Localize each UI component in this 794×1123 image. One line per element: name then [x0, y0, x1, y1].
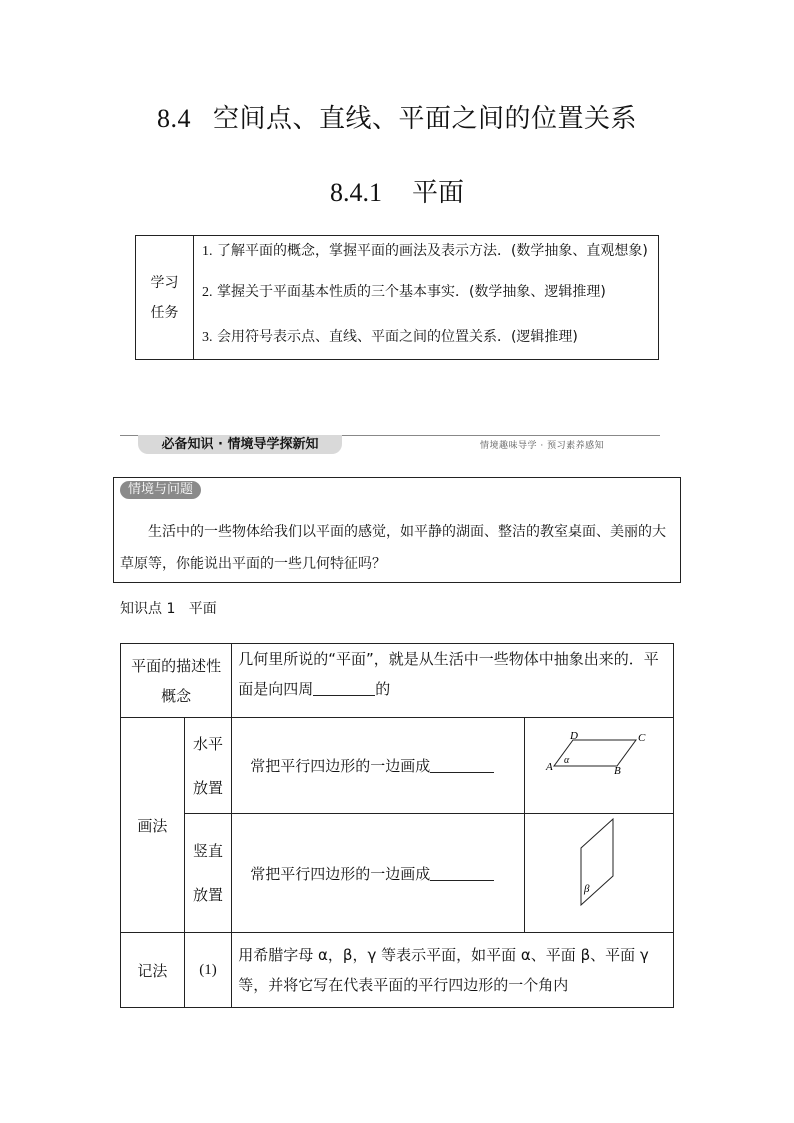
notation-text: 用希腊字母 α，β，γ 等表示平面，如平面 α、平面 β、平面 γ 等，并将它写在代表平面的平行四边形的一个角内 — [232, 933, 674, 1008]
notation-label: 记法 — [121, 933, 185, 1008]
vertical-label: 竖直放置 — [184, 814, 232, 933]
vertical-plane-svg — [526, 815, 672, 927]
label-a: A — [545, 761, 553, 773]
subsection-title-text: 平面 — [411, 178, 464, 208]
section-title-text: 空间点、直线、平面之间的位置关系 — [212, 104, 637, 134]
tasks-content — [194, 236, 659, 360]
notation-number: (1) — [184, 933, 232, 1008]
learning-tasks-table — [135, 235, 659, 360]
horizontal-plane-svg — [526, 719, 672, 808]
label-b: B — [613, 765, 621, 777]
vertical-plane-figure — [524, 814, 673, 933]
plane-concept-table — [120, 643, 674, 1008]
description-text: 几何里所说的“平面”，就是从生活中一些物体中抽象出来的．平面是向四周 的 — [232, 644, 674, 718]
label-alpha: α — [563, 755, 570, 766]
task-item: 1. 了解平面的概念，掌握平面的画法及表示方法．(数学抽象、直观想象) — [202, 243, 648, 259]
label-beta: β — [583, 883, 590, 895]
horizontal-plane-figure — [524, 718, 673, 814]
subsection-title — [0, 172, 794, 209]
section-title — [0, 98, 794, 135]
scenario-text: 生活中的一些物体给我们以平面的感觉，如平静的湖面、整洁的教室桌面、美丽的大草原等，你能说出平面的一些几何特征吗？ — [120, 524, 666, 572]
fill-in-blank[interactable] — [313, 680, 375, 696]
label-c: C — [637, 732, 646, 744]
drawing-label: 画法 — [121, 718, 185, 933]
knowledge-point-name: 平面 — [188, 601, 217, 617]
knowledge-point-number: 知识点 1 — [120, 601, 176, 617]
fill-in-blank[interactable] — [430, 757, 494, 773]
knowledge-point-title — [120, 598, 217, 618]
scenario-tag: 情境与问题 — [120, 481, 201, 499]
description-label: 平面的描述性概念 — [121, 644, 232, 718]
horizontal-label: 水平放置 — [184, 718, 232, 814]
banner-subtitle: 情境趣味导学 · 预习素养感知 — [480, 441, 605, 451]
task-item: 2. 掌握关于平面基本性质的三个基本事实．(数学抽象、逻辑推理) — [202, 284, 606, 300]
section-banner: 必备知识 · 情境导学探新知 — [138, 435, 342, 454]
label-d: D — [569, 730, 578, 742]
subsection-number: 8.4.1 — [329, 178, 382, 207]
tasks-label: 学习 任务 — [136, 236, 194, 360]
vertical-text: 常把平行四边形的一边画成 — [232, 814, 525, 933]
fill-in-blank[interactable] — [430, 865, 494, 881]
section-number: 8.4 — [156, 104, 191, 133]
horizontal-text: 常把平行四边形的一边画成 — [232, 718, 525, 814]
task-item: 3. 会用符号表示点、直线、平面之间的位置关系．(逻辑推理) — [202, 329, 578, 345]
scenario-box — [113, 477, 681, 583]
